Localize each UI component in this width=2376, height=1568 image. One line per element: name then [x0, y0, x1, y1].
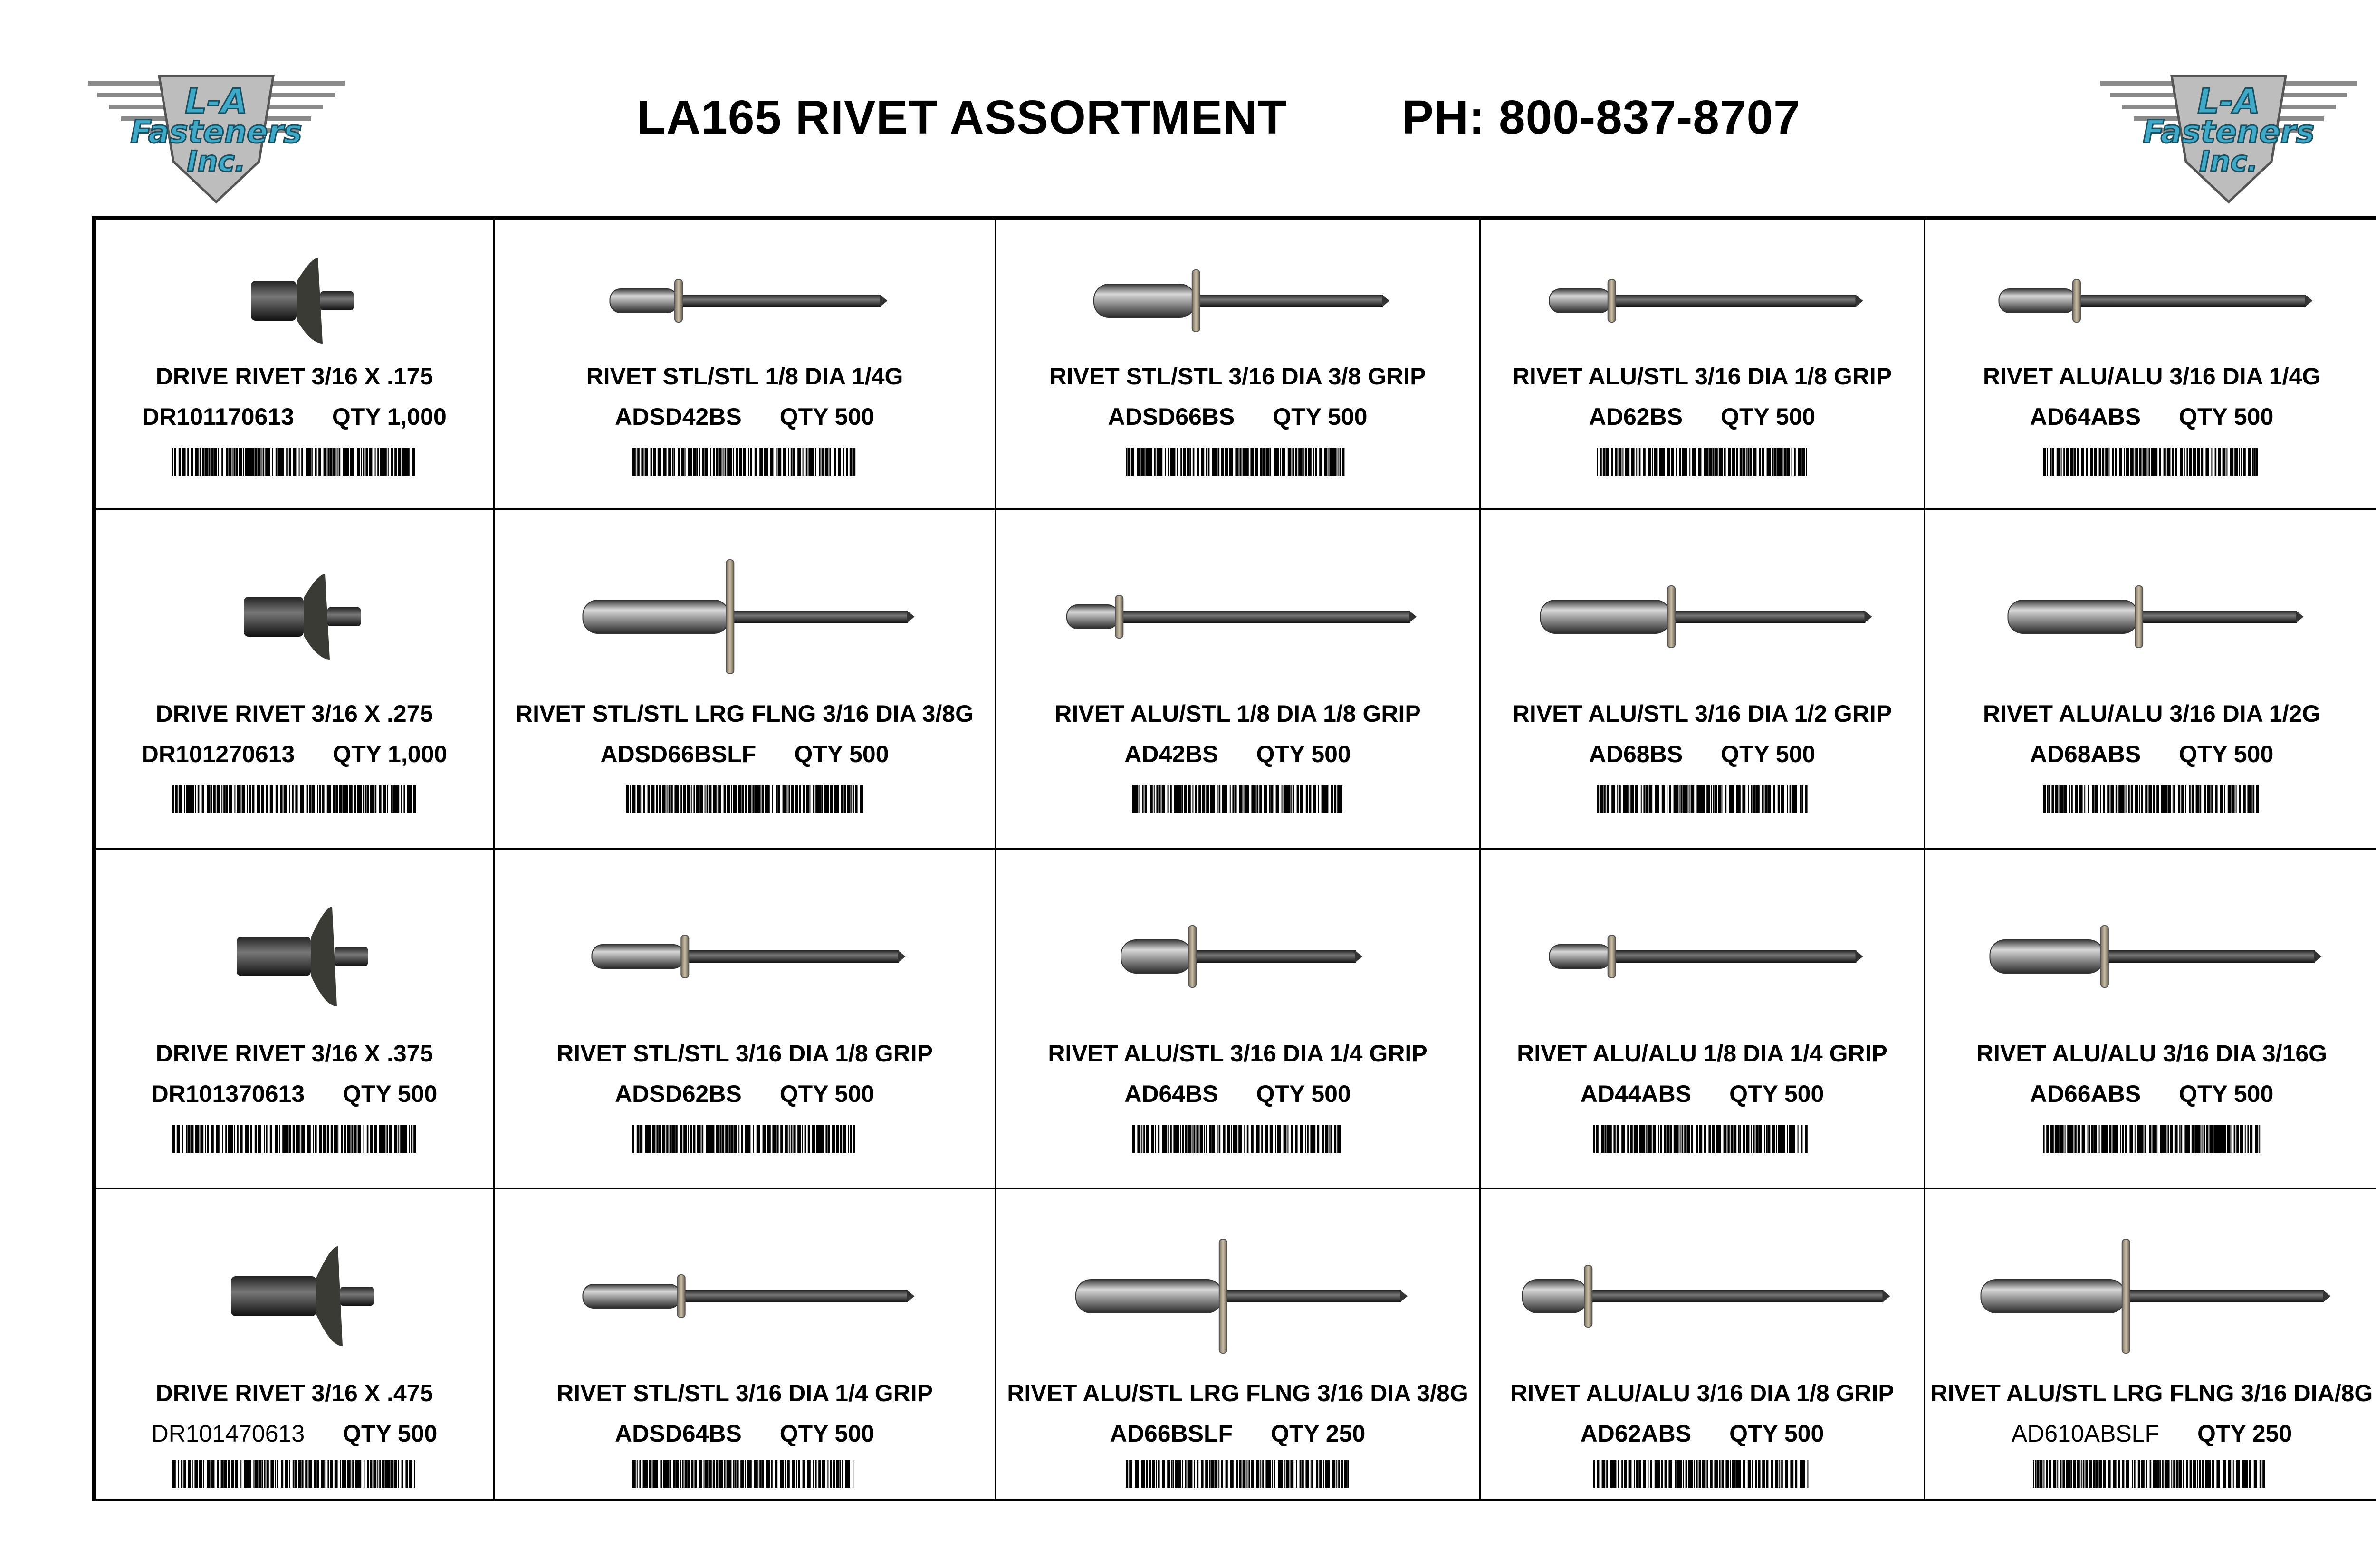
product-name: RIVET STL/STL 3/16 DIA 3/8 GRIP — [1049, 363, 1426, 390]
part-number: AD64BS — [1124, 1080, 1218, 1107]
quantity: QTY 500 — [2179, 741, 2274, 767]
svg-text:Fasteners: Fasteners — [2143, 114, 2315, 150]
pop-rivet-image — [1481, 510, 1925, 714]
quantity: QTY 500 — [343, 1420, 438, 1447]
product-name: RIVET ALU/ALU 3/16 DIA 3/16G — [1976, 1040, 2328, 1067]
part-number-line — [495, 403, 995, 430]
quantity: QTY 500 — [779, 1080, 874, 1107]
part-number-line — [1481, 740, 1924, 768]
svg-text:Fasteners: Fasteners — [130, 114, 302, 150]
barcode — [2043, 785, 2261, 813]
part-number-line — [996, 740, 1479, 768]
quantity: QTY 500 — [1729, 1420, 1824, 1447]
part-number: AD66BSLF — [1110, 1420, 1233, 1447]
quantity: QTY 1,000 — [333, 741, 448, 767]
part-number-line — [1481, 403, 1924, 430]
part-number-line — [1925, 403, 2376, 430]
pop-rivet-image — [495, 510, 996, 714]
barcode — [1132, 1125, 1343, 1153]
svg-text:Inc.: Inc. — [187, 145, 246, 178]
product-name: RIVET STL/STL LRG FLNG 3/16 DIA 3/8G — [515, 700, 974, 727]
barcode — [1597, 448, 1808, 476]
la-fasteners-logo — [2100, 71, 2357, 204]
product-name: RIVET ALU/STL 3/16 DIA 1/8 GRIP — [1512, 363, 1892, 390]
barcode — [2043, 448, 2261, 476]
barcode — [1593, 1460, 1811, 1488]
barcode — [172, 448, 417, 476]
part-number: AD610ABSLF — [2011, 1420, 2160, 1447]
product-name: RIVET ALU/ALU 1/8 DIA 1/4 GRIP — [1517, 1040, 1887, 1067]
quantity: QTY 500 — [1273, 403, 1368, 430]
part-number: AD68ABS — [2030, 741, 2141, 767]
part-number: DR101170613 — [142, 403, 294, 430]
product-name: DRIVE RIVET 3/16 X .375 — [155, 1040, 433, 1067]
pop-rivet-image — [495, 220, 996, 372]
product-name: DRIVE RIVET 3/16 X .475 — [155, 1380, 433, 1406]
part-number-line — [996, 1420, 1479, 1447]
product-name: RIVET ALU/STL LRG FLNG 3/16 DIA/8G — [1930, 1380, 2373, 1406]
quantity: QTY 500 — [2179, 1080, 2274, 1107]
quantity: QTY 500 — [2179, 403, 2274, 430]
part-number-line — [495, 1080, 995, 1108]
product-cell — [493, 508, 996, 850]
barcode — [632, 1460, 857, 1488]
product-cell — [94, 508, 495, 850]
product-name: RIVET ALU/STL 3/16 DIA 1/2 GRIP — [1512, 700, 1892, 727]
product-cell — [995, 219, 1481, 510]
barcode — [1126, 1460, 1350, 1488]
product-cell — [94, 219, 495, 510]
svg-text:L-A: L-A — [2197, 81, 2260, 121]
pop-rivet-image — [1925, 220, 2376, 372]
quantity: QTY 250 — [1271, 1420, 1366, 1447]
product-name: RIVET ALU/ALU 3/16 DIA 1/8 GRIP — [1510, 1380, 1894, 1406]
part-number-line — [996, 403, 1479, 430]
product-name: RIVET ALU/STL 3/16 DIA 1/4 GRIP — [1048, 1040, 1428, 1067]
page-title: LA165 RIVET ASSORTMENT — [637, 91, 1287, 144]
pop-rivet-image — [996, 220, 1481, 372]
quantity: QTY 500 — [1256, 741, 1351, 767]
barcode — [2033, 1460, 2271, 1488]
product-name: RIVET ALU/STL LRG FLNG 3/16 DIA 3/8G — [1007, 1380, 1468, 1406]
part-number: AD64ABS — [2030, 403, 2141, 430]
part-number-line — [96, 1080, 493, 1108]
product-cell — [94, 848, 495, 1189]
quantity: QTY 500 — [1256, 1080, 1351, 1107]
quantity: QTY 500 — [1721, 403, 1816, 430]
barcode — [626, 785, 863, 813]
part-number: AD62ABS — [1580, 1420, 1692, 1447]
part-number: AD66ABS — [2030, 1080, 2141, 1107]
pop-rivet-image — [996, 510, 1481, 714]
drive-rivet-image — [96, 1189, 495, 1394]
barcode — [172, 785, 417, 813]
product-cell — [94, 1188, 495, 1501]
product-cell — [1924, 848, 2376, 1189]
product-cell — [1924, 508, 2376, 850]
barcode — [172, 1125, 417, 1153]
barcode — [2043, 1125, 2261, 1153]
barcode — [632, 448, 857, 476]
part-number-line — [495, 1420, 995, 1447]
part-number: DR101270613 — [141, 741, 295, 767]
part-number: DR101470613 — [151, 1420, 305, 1447]
quantity: QTY 500 — [1729, 1080, 1824, 1107]
quantity: QTY 500 — [343, 1080, 438, 1107]
barcode — [1593, 1125, 1811, 1153]
product-name: RIVET STL/STL 3/16 DIA 1/4 GRIP — [556, 1380, 933, 1406]
product-cell — [995, 1188, 1481, 1501]
pop-rivet-image — [996, 850, 1481, 1054]
product-cell — [1479, 848, 1925, 1189]
part-number-line — [1925, 740, 2376, 768]
barcode — [1597, 785, 1808, 813]
part-number-line — [495, 740, 995, 768]
barcode — [1132, 785, 1343, 813]
product-cell — [1924, 219, 2376, 510]
part-number-line — [96, 403, 493, 430]
svg-text:L-A: L-A — [185, 81, 248, 121]
product-cell — [493, 219, 996, 510]
quantity: QTY 500 — [779, 403, 874, 430]
product-cell — [1924, 1188, 2376, 1501]
product-name: RIVET ALU/ALU 3/16 DIA 1/2G — [1983, 700, 2321, 727]
quantity: QTY 500 — [779, 1420, 874, 1447]
pop-rivet-image — [1481, 220, 1925, 372]
pop-rivet-image — [1481, 1189, 1925, 1394]
product-name: RIVET ALU/STL 1/8 DIA 1/8 GRIP — [1054, 700, 1421, 727]
product-cell — [995, 848, 1481, 1189]
part-number: ADSD42BS — [615, 403, 742, 430]
barcode — [1126, 448, 1350, 476]
part-number: AD44ABS — [1580, 1080, 1692, 1107]
part-number: AD62BS — [1589, 403, 1683, 430]
part-number: ADSD66BSLF — [600, 741, 757, 767]
part-number-line — [96, 1420, 493, 1447]
part-number: AD68BS — [1589, 741, 1683, 767]
part-number-line — [1481, 1080, 1924, 1108]
product-name: DRIVE RIVET 3/16 X .275 — [155, 700, 433, 727]
product-name: DRIVE RIVET 3/16 X .175 — [155, 363, 433, 390]
assortment-grid — [92, 216, 2376, 1501]
product-name: RIVET STL/STL 3/16 DIA 1/8 GRIP — [556, 1040, 933, 1067]
quantity: QTY 500 — [1721, 741, 1816, 767]
phone-number: PH: 800-837-8707 — [1402, 91, 1801, 144]
svg-text:Inc.: Inc. — [2199, 145, 2258, 178]
pop-rivet-image — [1925, 850, 2376, 1054]
quantity: QTY 500 — [794, 741, 889, 767]
quantity: QTY 250 — [2197, 1420, 2292, 1447]
barcode — [172, 1460, 417, 1488]
pop-rivet-image — [1925, 510, 2376, 714]
part-number-line — [1925, 1080, 2376, 1108]
part-number: ADSD62BS — [615, 1080, 742, 1107]
pop-rivet-image — [495, 1189, 996, 1394]
drive-rivet-image — [96, 220, 495, 372]
part-number: AD42BS — [1124, 741, 1218, 767]
barcode — [632, 1125, 857, 1153]
la-fasteners-logo — [88, 71, 345, 204]
product-cell — [1479, 508, 1925, 850]
product-cell — [1479, 219, 1925, 510]
part-number: DR101370613 — [151, 1080, 305, 1107]
product-name: RIVET ALU/ALU 3/16 DIA 1/4G — [1983, 363, 2321, 390]
part-number: ADSD64BS — [615, 1420, 742, 1447]
drive-rivet-image — [96, 850, 495, 1054]
product-cell — [493, 848, 996, 1189]
pop-rivet-image — [996, 1189, 1481, 1394]
part-number-line — [1481, 1420, 1924, 1447]
part-number-line — [1925, 1420, 2376, 1447]
part-number: ADSD66BS — [1108, 403, 1235, 430]
drive-rivet-image — [96, 510, 495, 714]
pop-rivet-image — [495, 850, 996, 1054]
part-number-line — [96, 740, 493, 768]
product-cell — [995, 508, 1481, 850]
product-name: RIVET STL/STL 1/8 DIA 1/4G — [586, 363, 903, 390]
quantity: QTY 1,000 — [332, 403, 447, 430]
product-cell — [1479, 1188, 1925, 1501]
pop-rivet-image — [1481, 850, 1925, 1054]
part-number-line — [996, 1080, 1479, 1108]
product-cell — [493, 1188, 996, 1501]
pop-rivet-image — [1925, 1189, 2376, 1394]
